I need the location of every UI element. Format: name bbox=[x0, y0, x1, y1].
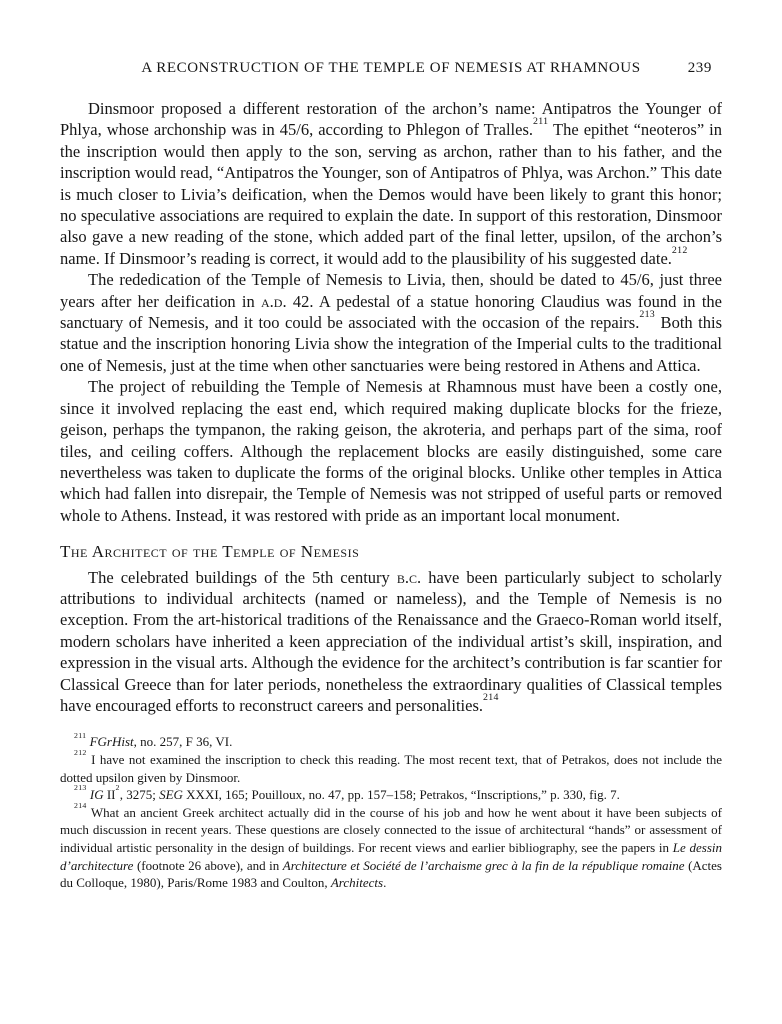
text-run: Dinsmoor proposed a different restoration of the archon’s name: Antipatros the Younger of Phlya, whose archonship was in 45/6, according to Phlegon of Tralles. bbox=[60, 99, 722, 140]
text-run: XXXI, 165; Pouilloux, no. 47, pp. 157–158; Petrakos, “Inscriptions,” p. 330, fig. 7. bbox=[182, 787, 620, 803]
text-run: I have not examined the inscription to check this reading. The most recent text, that of Petrakos, does not include the dotted upsilon given by Dinsmoor. bbox=[60, 751, 722, 785]
text-run: , 3275; bbox=[119, 787, 160, 803]
paragraph-4 bbox=[60, 567, 722, 717]
text-run: The rededication of the Temple of Nemesis to Livia, then, should be dated to 45/6, just three years after her deification in bbox=[60, 270, 722, 311]
body-text bbox=[60, 98, 722, 716]
italic-text: SEG bbox=[159, 787, 183, 803]
footnote-ref: 214 bbox=[74, 800, 87, 810]
footnote-213 bbox=[60, 783, 722, 804]
page-number: 239 bbox=[687, 60, 712, 76]
text-run: The project of rebuilding the Temple of Nemesis at Rhamnous must have been a costly one, since it involved replacing the east end, which required making duplicate blocks for the frieze, geison, perhaps the tympanon, the raking geison, the akroteria, and perhaps part of the sima, roof tiles, and ceiling coffers. Although the replacement blocks are easily distinguished, some care nevertheless was taken to duplicate the forms of the original blocks. Unlike other temples in Attica which had fallen into disrepair, the Temple of Nemesis was not stripped of useful parts or removed whole to Athens. Instead, it was restored with pride as an important local monument. bbox=[60, 377, 722, 525]
text-run: have been particularly subject to scholarly attributions to individual architects (named or nameless), and the Temple of Nemesis is no exception. From the art-historical traditions of the Renaissance and the Graeco-Roman world itself, modern scholars have inherited a keen appreciation of the individual artist’s skill, inspiration, and expression in the visual arts. Although the evidence for the architect’s contribution is far scantier for Classical Greece than for later periods, nonetheless the extraordinary qualities of Classical temples have encouraged efforts to reconstruct careers and personalities. bbox=[60, 567, 722, 715]
small-caps-text: b.c. bbox=[396, 567, 422, 587]
footnote-ref: 2 bbox=[115, 783, 120, 793]
footnote-ref: 213 bbox=[639, 309, 656, 321]
footnote-211 bbox=[60, 730, 722, 751]
text-run: Both this statue and the inscription honoring Livia show the integration of the Imperial cults to the traditional one of Nemesis, just at the time when other sanctuaries were being restored in Athens and Attica. bbox=[60, 313, 722, 375]
section-heading: The Architect of the Temple of Nemesis bbox=[60, 542, 360, 562]
running-head bbox=[60, 60, 722, 77]
paragraph-3 bbox=[60, 376, 722, 526]
text-run: The celebrated buildings of the 5th century bbox=[88, 567, 397, 587]
italic-text: Le dessin d’architecture bbox=[60, 839, 723, 873]
small-caps-text: a.d. bbox=[261, 291, 287, 311]
paragraph-2 bbox=[60, 269, 722, 376]
footnote-ref: 211 bbox=[74, 730, 87, 740]
footnote-ref: 211 bbox=[533, 116, 549, 128]
footnote-ref: 214 bbox=[483, 692, 499, 704]
text-run: II bbox=[103, 787, 116, 803]
text-run: What an ancient Greek architect actually did in the course of his job and how he went about it have been subjects of much discussion in recent years. These questions are closely connected to the issue of architectural “hands” or assessment of individual artistic personality in the design of buildings. For recent views and earlier bibliography, see the papers in bbox=[60, 804, 722, 855]
footnote-ref: 212 bbox=[671, 244, 688, 256]
italic-text: Architects bbox=[330, 875, 384, 891]
footnote-212 bbox=[60, 748, 722, 786]
text-run: (footnote 26 above), and in bbox=[133, 857, 283, 873]
text-run: . bbox=[383, 875, 387, 891]
footnote-ref: 213 bbox=[74, 783, 87, 793]
italic-text: IG bbox=[89, 787, 104, 803]
italic-text: FGrHist bbox=[89, 734, 134, 750]
text-run: 42. A pedestal of a statue honoring Claudius was found in the sanctuary of Nemesis, and it too could be associated with the occasion of the repairs. bbox=[60, 291, 722, 333]
footnote-ref: 212 bbox=[74, 748, 87, 758]
text-run: The epithet “neoteros” in the inscription would then apply to the son, serving as archon, rather than to his father, and the inscription would read, “Antipatros the Younger, son of Antipatros of Phlya, was Archon.” This date is much closer to Livia’s deification, when the Demos would have been likely to grant this honor; no speculative associations are required to explain the date. In support of this restoration, Dinsmoor also gave a new reading of the stone, which added part of the final letter, upsilon, of the archon’s name. If Dinsmoor’s reading is correct, it would add to the plausibility of his suggested date. bbox=[60, 120, 722, 268]
italic-text: Architecture et Société de l’archaisme grec à la fin de la république romaine bbox=[282, 857, 685, 873]
running-title: A RECONSTRUCTION OF THE TEMPLE OF NEMESIS AT RHAMNOUS bbox=[141, 60, 641, 76]
footnotes-block bbox=[60, 730, 723, 891]
footnote-214 bbox=[60, 800, 723, 892]
text-run: , no. 257, F 36, VI. bbox=[133, 734, 233, 750]
paragraph-1 bbox=[60, 98, 722, 269]
text-run: (Actes du Colloque, 1980), Paris/Rome 1983 and Coulton, bbox=[60, 857, 722, 891]
